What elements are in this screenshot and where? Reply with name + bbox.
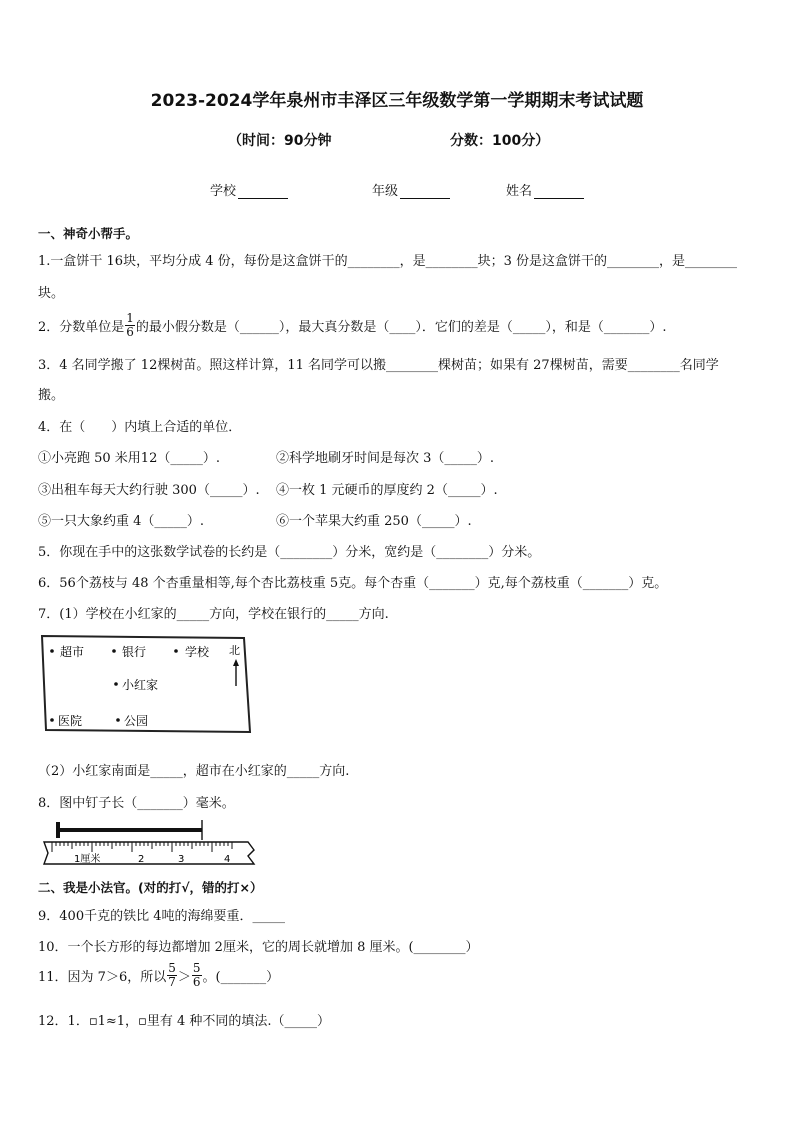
- map-north: 北: [229, 644, 240, 657]
- home-dot: [114, 682, 118, 686]
- fraction-a-numerator: 5: [168, 961, 176, 975]
- hospital-dot: [50, 718, 54, 722]
- map-park: 公园: [124, 714, 149, 728]
- question-11: [38, 962, 279, 989]
- supermarket-dot: [50, 649, 54, 653]
- fraction-b-denominator: 6: [192, 975, 201, 989]
- grade-field[interactable]: [372, 180, 450, 199]
- section2-title: 二、我是小法官。(对的打√，错的打×）: [38, 880, 263, 895]
- ruler-figure: [42, 816, 257, 868]
- name-label: 姓名: [506, 184, 533, 199]
- exam-time: （时间：90分钟: [228, 133, 332, 149]
- nail-head: [56, 822, 60, 838]
- school-field[interactable]: [210, 180, 288, 199]
- greater-than-sign: ＞: [177, 970, 191, 985]
- fraction-five-sixths: [192, 962, 202, 989]
- question-4-item6: ⑥一个苹果大约重 250（_____）.: [276, 514, 472, 529]
- question-1-line2: 块。: [38, 286, 65, 301]
- question-3-line2: 搬。: [38, 388, 65, 403]
- fraction-b-numerator: 5: [192, 961, 201, 975]
- ruler-label-1: 1厘米: [74, 854, 101, 865]
- name-field[interactable]: [506, 180, 584, 199]
- question-2-post: 的最小假分数是（______），最大真分数是（____）．它们的差是（_____），和是（_______）.: [135, 320, 667, 335]
- question-3-line1: 3．4 名同学搬了 12棵树苗。照这样计算，11 名同学可以搬________棵树苗；如果有 27棵树苗，需要________名同学: [38, 358, 719, 373]
- question-7-part2: （2）小红家南面是_____，超市在小红家的_____方向.: [38, 764, 350, 779]
- question-4-item1: ①小亮跑 50 米用12（_____）.: [38, 451, 220, 466]
- question-4-item3: ③出租车每天大约行驶 300（_____）.: [38, 483, 260, 498]
- question-4-item2: ②科学地刷牙时间是每次 3（_____）.: [276, 451, 495, 466]
- grade-blank[interactable]: [400, 184, 450, 199]
- map-supermarket: 超市: [60, 645, 85, 659]
- question-2: [38, 312, 667, 339]
- school-blank[interactable]: [238, 184, 288, 199]
- map-home: 小红家: [122, 678, 159, 692]
- question-4-item4: ④一枚 1 元硬币的厚度约 2（_____）.: [276, 483, 498, 498]
- question-6: 6．56个荔枝与 48 个杏重量相等,每个杏比荔枝重 5克。每个杏重（_______）克,每个荔枝重（_______）克。: [38, 576, 668, 591]
- fraction-a-denominator: 7: [168, 975, 176, 989]
- question-4: 4．在（ ）内填上合适的单位．: [38, 420, 242, 435]
- question-9: 9．400千克的铁比 4吨的海绵要重．_____: [38, 909, 285, 924]
- school-label: 学校: [210, 184, 237, 199]
- fraction-five-sevenths: [167, 962, 177, 989]
- ruler-label-2: 2: [138, 854, 145, 865]
- question-12: 12．1．▫1≈1，▫里有 4 种不同的填法.（_____）: [38, 1014, 331, 1029]
- map-school: 学校: [185, 645, 210, 659]
- ruler-label-4: 4: [224, 854, 231, 865]
- direction-map: [40, 634, 252, 734]
- question-5: 5．你现在手中的这张数学试卷的长约是（________）分米，宽约是（________）分米。: [38, 545, 541, 560]
- bank-dot: [112, 649, 116, 653]
- question-11-post: 。(_______）: [202, 970, 280, 985]
- question-1-line1: 1.一盒饼干 16块，平均分成 4 份，每份是这盒饼干的________，是________块；3 份是这盒饼干的________，是________: [38, 254, 738, 269]
- question-7-part1: 7．(1）学校在小红家的_____方向，学校在银行的_____方向.: [38, 607, 389, 622]
- map-hospital: 医院: [58, 714, 83, 728]
- fraction-one-sixth: [125, 312, 135, 339]
- fraction-denominator: 6: [126, 325, 134, 339]
- section1-title: 一、神奇小帮手。: [38, 226, 139, 241]
- park-dot: [116, 718, 120, 722]
- name-blank[interactable]: [534, 184, 584, 199]
- nail-body: [58, 828, 202, 832]
- map-bank: 银行: [122, 645, 147, 659]
- question-11-pre: 11．因为 7＞6，所以: [38, 970, 167, 985]
- ruler-label-3: 3: [178, 854, 185, 865]
- school-dot: [174, 649, 178, 653]
- exam-title: 2023-2024学年泉州市丰泽区三年级数学第一学期期末考试试题: [150, 91, 644, 111]
- question-4-item5: ⑤一只大象约重 4（_____）.: [38, 514, 205, 529]
- exam-score: 分数：100分）: [450, 133, 550, 149]
- question-8: 8．图中钉子长（_______）毫米。: [38, 796, 235, 811]
- grade-label: 年级: [372, 184, 399, 199]
- question-10: 10．一个长方形的每边都增加 2厘米，它的周长就增加 8 厘米。(________）: [38, 940, 479, 955]
- question-2-pre: 2．分数单位是: [38, 320, 125, 335]
- fraction-numerator: 1: [126, 311, 134, 325]
